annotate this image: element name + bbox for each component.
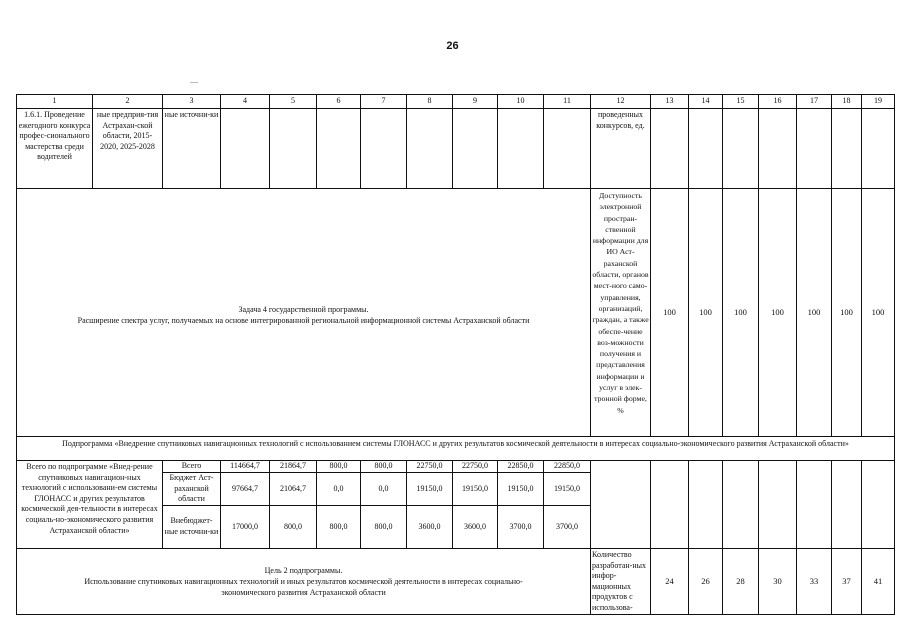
indicator-value: 33: [796, 548, 831, 614]
column-number: 10: [497, 94, 543, 108]
executor-cell: ные предприя-тия Астрахан-ской области, 2015-2020, 2025-2028: [92, 108, 162, 188]
funding-amount: 800,0: [360, 460, 406, 472]
indicator-value: 100: [831, 188, 861, 436]
empty-cell: [543, 108, 590, 188]
column-number: 3: [162, 94, 220, 108]
indicator-value: 100: [688, 188, 722, 436]
funding-amount: 3700,0: [543, 505, 590, 548]
funding-amount: 3600,0: [452, 505, 497, 548]
indicator-value: 41: [861, 548, 894, 614]
empty-cell: [688, 460, 722, 548]
column-number: 2: [92, 94, 162, 108]
empty-cell: [722, 460, 758, 548]
task-4-text: [78, 300, 530, 326]
task-4-indicator: Доступность электронной простран-ственной информации для ИО Аст-раханской области, органов мест-ного само-управления, организаций, граждан, а также обеспе-чение воз-можности получения и представления информации и услуг в элек-тронной форме, %: [590, 188, 650, 436]
empty-cell: [758, 108, 796, 188]
empty-cell: [722, 108, 758, 188]
empty-cell: [316, 108, 360, 188]
goal-2-subtitle: Использование спутниковых навигационных технологий и иных результатов космической деятельности в интересах социально-экономического развития Астраханской области: [84, 577, 523, 597]
empty-cell: [688, 108, 722, 188]
column-number: 19: [861, 94, 894, 108]
funding-source: Внебюджет-ные источни-ки: [162, 505, 220, 548]
indicator-value: 100: [650, 188, 688, 436]
goal-2-text: [18, 565, 589, 598]
empty-cell: [758, 460, 796, 548]
empty-cell: [650, 460, 688, 548]
funding-amount: 0,0: [316, 472, 360, 505]
column-number: 8: [406, 94, 452, 108]
empty-cell: [220, 108, 269, 188]
funding-amount: 800,0: [269, 505, 316, 548]
column-number: 1: [16, 94, 92, 108]
empty-cell: [406, 108, 452, 188]
funding-amount: 22750,0: [452, 460, 497, 472]
empty-cell: [796, 108, 831, 188]
funding-amount: 800,0: [316, 505, 360, 548]
indicator-value: 100: [861, 188, 894, 436]
column-number: 11: [543, 94, 590, 108]
funding-source: Всего: [162, 460, 220, 472]
indicator-value: 100: [722, 188, 758, 436]
funding-amount: 800,0: [316, 460, 360, 472]
goal-2-title: Цель 2 подпрограммы.: [264, 566, 343, 575]
funding-amount: 19150,0: [406, 472, 452, 505]
empty-cell: [590, 460, 650, 548]
funding-amount: 3600,0: [406, 505, 452, 548]
indicator-cell: проведенных конкурсов, ед.: [590, 108, 650, 188]
funding-amount: 3700,0: [497, 505, 543, 548]
task-4-description: [16, 188, 590, 436]
funding-amount: 22850,0: [543, 460, 590, 472]
funding-amount: 21064,7: [269, 472, 316, 505]
funding-amount: 22750,0: [406, 460, 452, 472]
empty-cell: [831, 460, 861, 548]
empty-cell: [452, 108, 497, 188]
subprogram-title: Подпрограмма «Внедрение спутниковых навигационных технологий с использованием системы ГЛОНАСС и других результатов космической деятельности в интересах социально-экономического развития Астраханской области»: [16, 436, 894, 460]
column-number: 15: [722, 94, 758, 108]
funding-amount: 114664,7: [220, 460, 269, 472]
empty-cell: [831, 108, 861, 188]
indicator-value: 37: [831, 548, 861, 614]
column-number: 7: [360, 94, 406, 108]
source-cell: ные источни-ки: [162, 108, 220, 188]
indicator-value: 100: [758, 188, 796, 436]
column-number: 16: [758, 94, 796, 108]
funding-source: Бюджет Аст-раханской области: [162, 472, 220, 505]
empty-cell: [861, 460, 894, 548]
indicator-value: 100: [796, 188, 831, 436]
column-number: 4: [220, 94, 269, 108]
column-number: 18: [831, 94, 861, 108]
empty-cell: [796, 460, 831, 548]
funding-amount: 17000,0: [220, 505, 269, 548]
subprogram-total-label: Всего по подпрограмме «Внед-рение спутниковых навигацион-ных технологий с использовани-ем системы ГЛОНАСС и других результатов космической дея-тельности в интересах социаль-но-экономического развития Астраханской области»: [16, 460, 162, 548]
funding-amount: 19150,0: [497, 472, 543, 505]
goal-2-indicator: Количество разработан-ных инфор-мационных продуктов с использова-: [590, 548, 650, 614]
funding-amount: 0,0: [360, 472, 406, 505]
funding-amount: 21864,7: [269, 460, 316, 472]
indicator-value: 24: [650, 548, 688, 614]
column-number: 17: [796, 94, 831, 108]
column-number: 12: [590, 94, 650, 108]
empty-cell: [360, 108, 406, 188]
column-number: 14: [688, 94, 722, 108]
task-4-subtitle: Расширение спектра услуг, получаемых на основе интегрированной региональной информационной системы Астраханской области: [77, 315, 530, 325]
column-number: 6: [316, 94, 360, 108]
indicator-value: 28: [722, 548, 758, 614]
column-number: 9: [452, 94, 497, 108]
funding-amount: 19150,0: [452, 472, 497, 505]
funding-amount: 800,0: [360, 505, 406, 548]
page-number: 26: [446, 40, 459, 52]
empty-cell: [497, 108, 543, 188]
funding-amount: 19150,0: [543, 472, 590, 505]
empty-cell: [269, 108, 316, 188]
indicator-value: 26: [688, 548, 722, 614]
indicator-value: 30: [758, 548, 796, 614]
empty-cell: [861, 108, 894, 188]
empty-cell: [650, 108, 688, 188]
goal-2-description: [16, 548, 590, 614]
funding-amount: 97664,7: [220, 472, 269, 505]
column-number: 5: [269, 94, 316, 108]
activity-cell: 1.6.1. Проведение ежегодного конкурса профес-сионального мастерства среди водителей: [16, 108, 92, 188]
funding-amount: 22850,0: [497, 460, 543, 472]
task-4-title: Задача 4 государственной программы.: [238, 304, 369, 314]
column-number: 13: [650, 94, 688, 108]
